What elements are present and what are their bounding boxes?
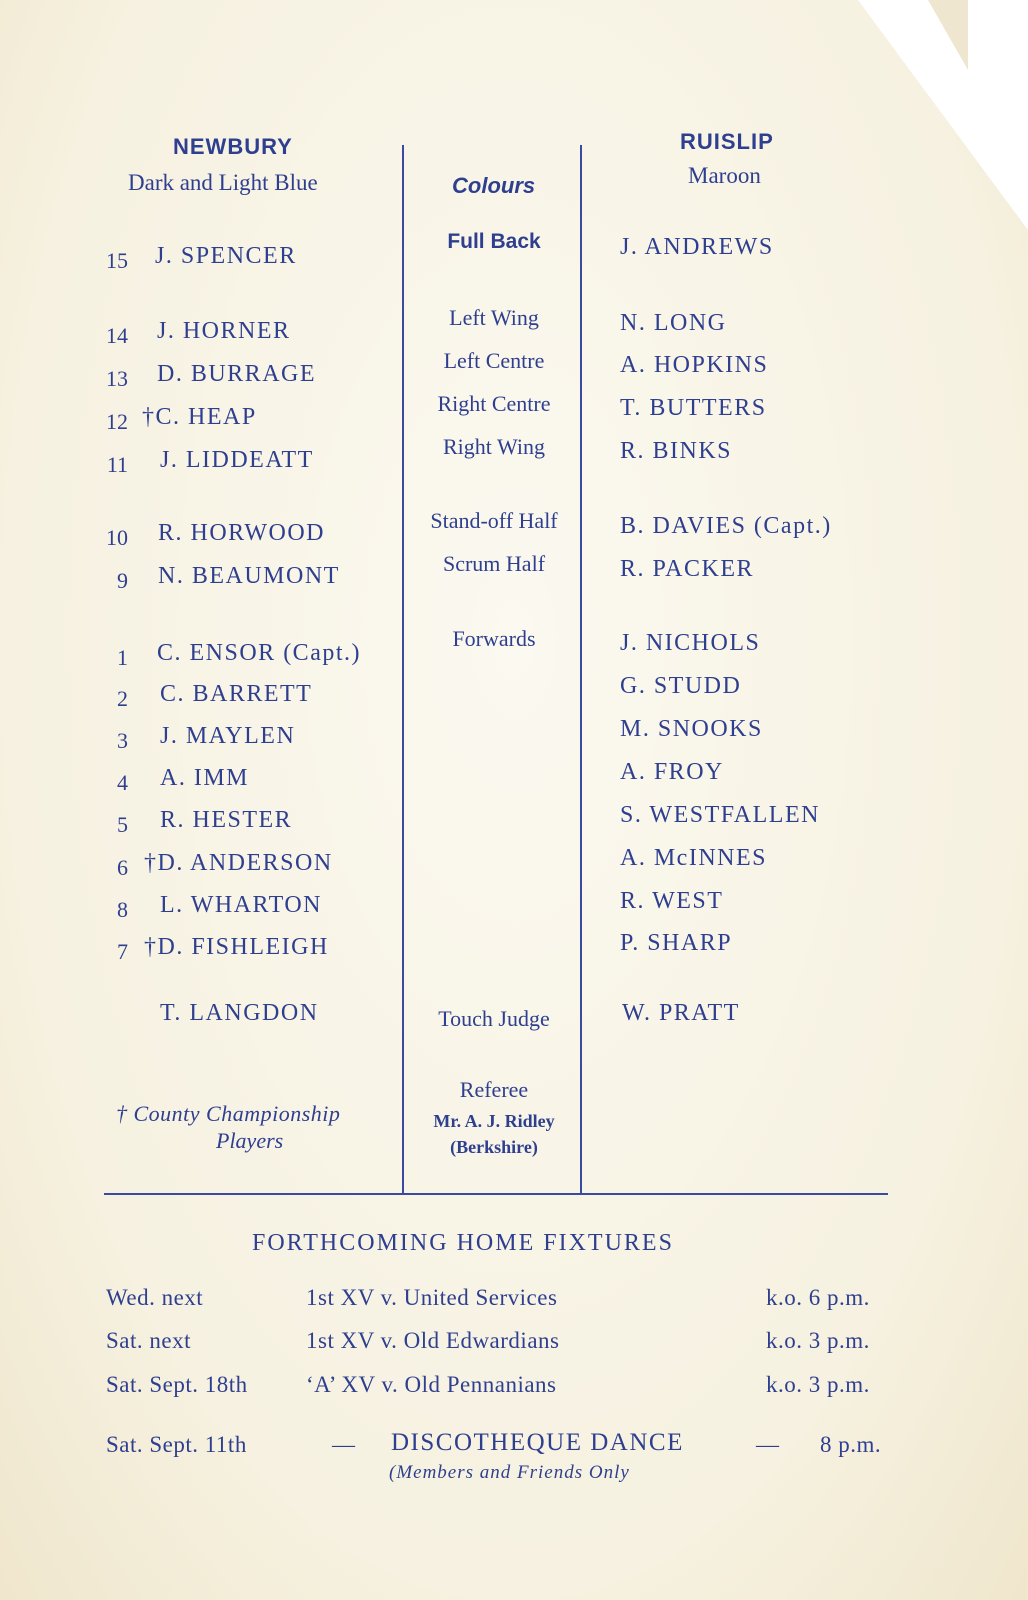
away-player-name: M. SNOOKS: [620, 716, 763, 742]
position-label: Scrum Half: [442, 551, 546, 576]
touch-judge-label: Touch Judge: [438, 1006, 550, 1031]
home-player-number: 6: [117, 855, 128, 880]
home-player-name: N. BEAUMONT: [158, 563, 340, 589]
away-player-name: R. PACKER: [620, 556, 754, 582]
referee-county: (Berkshire): [450, 1137, 538, 1157]
position-label: Left Centre: [443, 348, 545, 373]
home-team-colours: Dark and Light Blue: [128, 170, 318, 195]
home-player-number: 7: [117, 939, 128, 964]
away-team-colours: Maroon: [688, 163, 761, 188]
home-player-name: J. SPENCER: [155, 243, 297, 269]
event-dash: —: [756, 1432, 780, 1457]
away-player-name: A. FROY: [620, 759, 724, 785]
home-player-number: 2: [117, 686, 128, 711]
away-player-name: B. DAVIES (Capt.): [620, 513, 832, 539]
home-player-number: 15: [106, 248, 128, 273]
county-note-line1: † County Championship: [116, 1101, 341, 1126]
away-player-name: R. BINKS: [620, 438, 733, 464]
corner-crease: [928, 0, 968, 70]
home-player-name: †D. FISHLEIGH: [144, 934, 329, 960]
fixtures-heading: FORTHCOMING HOME FIXTURES: [252, 1230, 674, 1256]
home-player-name: A. IMM: [160, 765, 250, 791]
county-note-line2: Players: [216, 1128, 284, 1153]
event-date: Sat. Sept. 11th: [106, 1432, 247, 1457]
fixture-match: ‘A’ XV v. Old Pennanians: [306, 1372, 557, 1397]
position-label: Stand-off Half: [430, 508, 558, 533]
event-time: 8 p.m.: [820, 1432, 882, 1457]
home-player-name: C. ENSOR (Capt.): [157, 640, 361, 666]
home-player-number: 9: [117, 568, 128, 593]
position-label: Right Wing: [443, 434, 545, 459]
home-player-name: †D. ANDERSON: [144, 850, 333, 876]
away-player-name: N. LONG: [620, 310, 727, 336]
referee-label: Referee: [459, 1077, 529, 1102]
event-title: DISCOTHEQUE DANCE: [391, 1429, 684, 1456]
away-player-name: S. WESTFALLEN: [620, 802, 820, 828]
home-player-number: 13: [106, 366, 128, 391]
position-label: Right Centre: [437, 391, 551, 416]
home-player-number: 12: [106, 409, 128, 434]
away-player-name: P. SHARP: [620, 930, 733, 956]
home-player-name: L. WHARTON: [160, 892, 322, 918]
away-player-name: R. WEST: [620, 888, 724, 914]
referee-name: Mr. A. J. Ridley: [433, 1111, 555, 1131]
position-label: Left Wing: [449, 305, 539, 330]
home-touch-judge: T. LANGDON: [160, 1000, 319, 1026]
home-player-name: J. LIDDEATT: [160, 447, 314, 473]
fixture-match: 1st XV v. United Services: [306, 1285, 558, 1310]
home-player-number: 11: [106, 452, 128, 477]
fixture-kickoff: k.o. 6 p.m.: [766, 1285, 870, 1310]
home-player-name: J. HORNER: [157, 318, 291, 344]
fixtures-divider: [104, 1193, 888, 1195]
event-dash: —: [332, 1432, 356, 1457]
home-team-name: NEWBURY: [173, 134, 293, 159]
home-player-number: 1: [117, 645, 128, 670]
away-player-name: J. ANDREWS: [620, 234, 774, 260]
away-team-name: RUISLIP: [680, 129, 774, 154]
home-player-number: 14: [106, 323, 128, 348]
home-player-name: C. BARRETT: [160, 681, 313, 707]
home-player-number: 4: [117, 770, 128, 795]
home-player-number: 5: [117, 812, 128, 837]
fixture-match: 1st XV v. Old Edwardians: [306, 1328, 560, 1353]
fixture-date: Sat. Sept. 18th: [106, 1372, 248, 1397]
fixture-date: Wed. next: [106, 1285, 204, 1310]
right-column-divider: [580, 145, 582, 1193]
away-player-name: J. NICHOLS: [620, 630, 761, 656]
home-player-number: 3: [117, 728, 128, 753]
home-player-number: 8: [117, 897, 128, 922]
home-player-name: J. MAYLEN: [160, 723, 296, 749]
home-player-number: 10: [106, 525, 128, 550]
home-player-name: †C. HEAP: [142, 404, 257, 430]
position-label: Full Back: [447, 230, 541, 253]
home-player-name: R. HESTER: [160, 807, 293, 833]
away-player-name: A. McINNES: [620, 845, 767, 871]
home-player-name: D. BURRAGE: [157, 361, 317, 387]
away-player-name: A. HOPKINS: [620, 352, 769, 378]
away-player-name: T. BUTTERS: [620, 395, 767, 421]
fixture-kickoff: k.o. 3 p.m.: [766, 1328, 870, 1353]
fixture-date: Sat. next: [106, 1328, 191, 1353]
event-note: (Members and Friends Only: [389, 1462, 630, 1483]
left-column-divider: [402, 145, 404, 1193]
away-touch-judge: W. PRATT: [622, 1000, 740, 1026]
away-player-name: G. STUDD: [620, 673, 742, 699]
colours-label: Colours: [452, 173, 536, 198]
fixture-kickoff: k.o. 3 p.m.: [766, 1372, 870, 1397]
position-label: Forwards: [452, 626, 536, 651]
home-player-name: R. HORWOOD: [158, 520, 326, 546]
